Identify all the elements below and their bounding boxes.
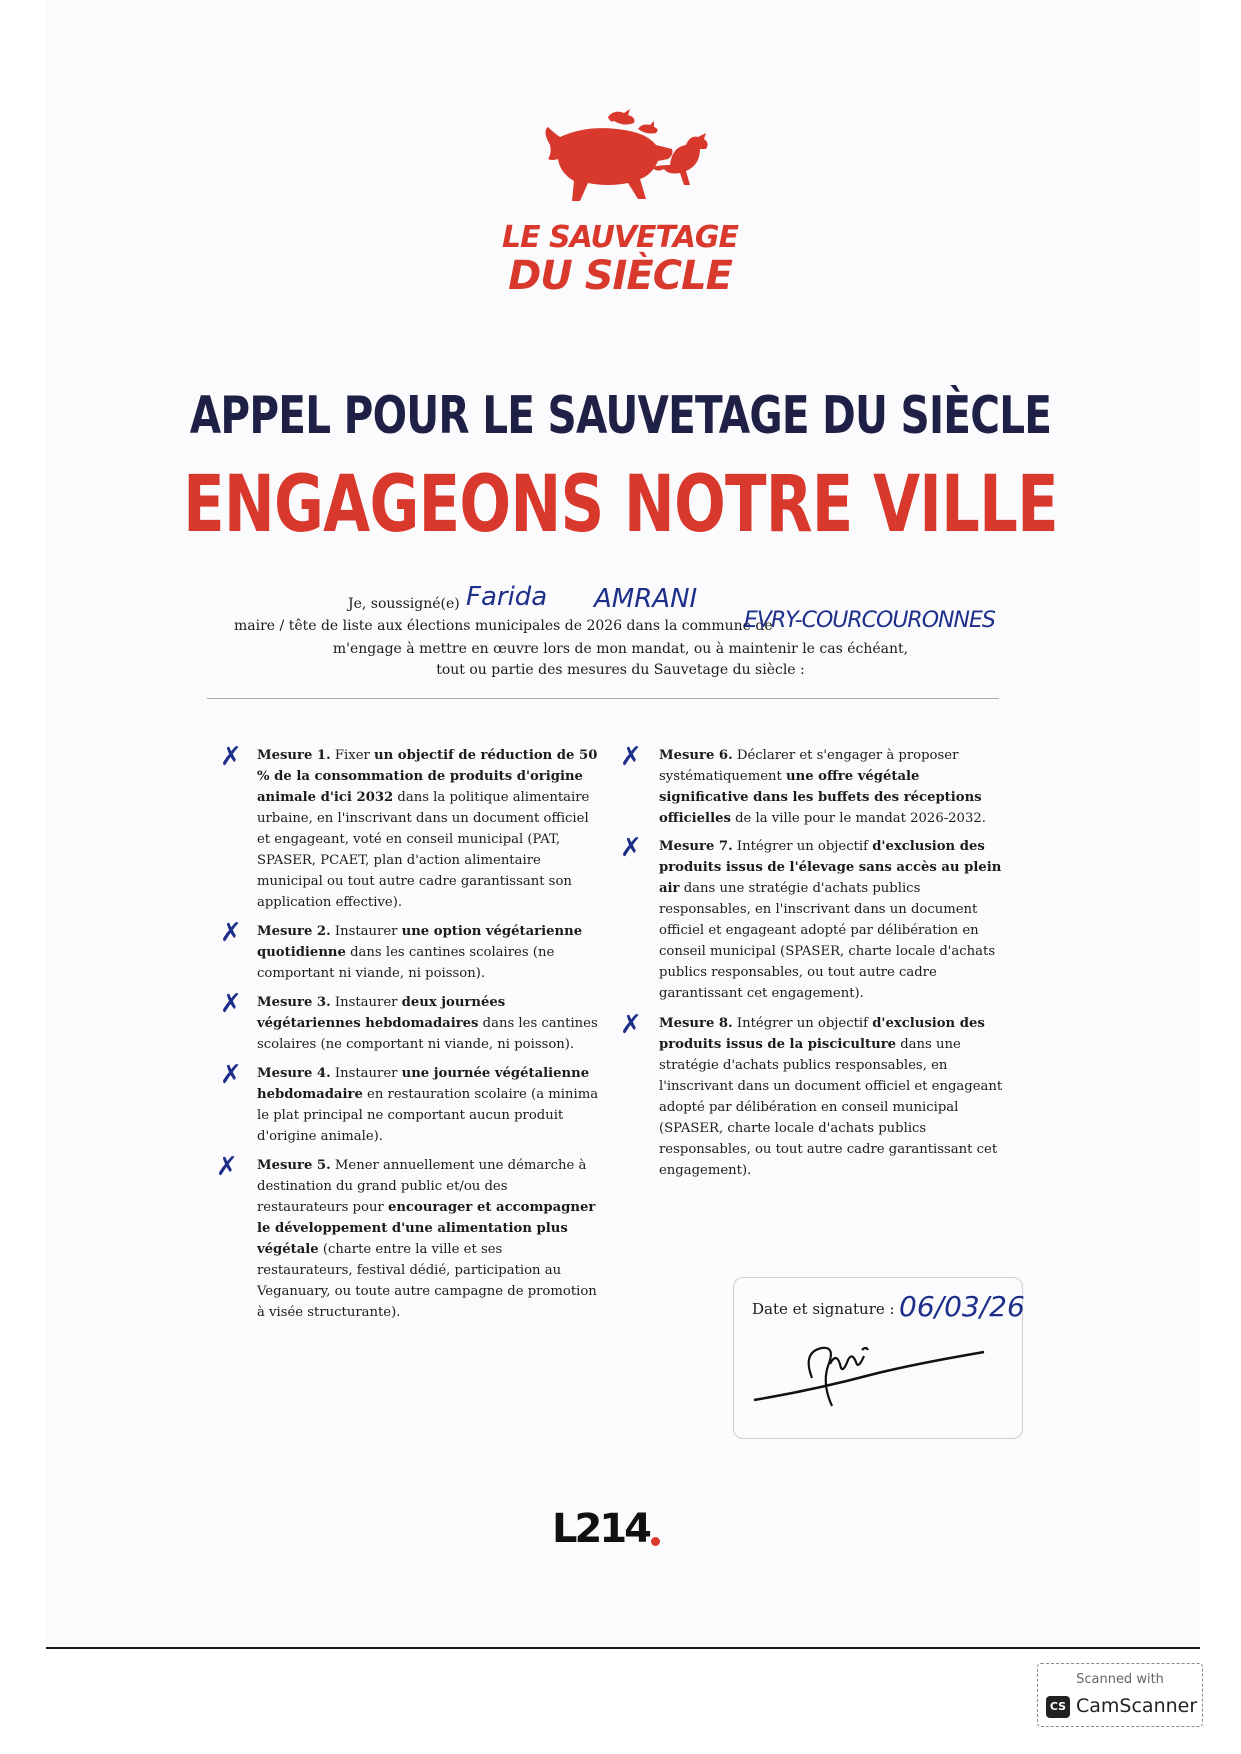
mesure-2-text-b: dans les cantines scolaires (ne comportant ni viande, ni poisson). [257,945,555,981]
mesure-5-title: Mesure 5. [257,1158,331,1173]
mesure-5-highlight: encourager et accompagner le développement d'une alimentation plus végétale [257,1200,596,1257]
mesure-6-text-a: Déclarer et s'engager à proposer systématiquement [659,748,959,784]
check-mark-4: ✗ [220,1060,242,1090]
mesure-7-highlight: d'exclusion des produits issus de l'élevage sans accès au plein air [659,839,1002,896]
mesure-8-text-b: dans une stratégie d'achats publics responsables, en l'inscrivant dans un document officiel et engageant adopté par délibération en conseil municipal (SPASER, charte locale d'achats publics responsables, ou tout autre cadre garantissant cet engagement). [659,1037,1003,1178]
mesure-3-text-b: dans les cantines scolaires (ne comportant ni viande, ni poisson). [257,1016,598,1052]
check-mark-1: ✗ [220,742,242,772]
undersigned-label: Je, soussigné(e) [348,596,460,612]
camscanner-name: CamScanner [1076,1695,1198,1717]
mesure-6-highlight: une offre végétale significative dans les buffets des réceptions officielles [659,769,982,826]
camscanner-icon: CS [1046,1696,1070,1718]
mesure-3-title: Mesure 3. [257,995,331,1010]
mesure-2 [257,921,602,984]
mesure-1-text-b: dans la politique alimentaire urbaine, en l'inscrivant dans un document officiel et engageant, voté en conseil municipal (PAT, SPASER, PCAET, plan d'action alimentaire municipal ou tout autre cadre garantissant son application effective). [257,790,590,910]
logo-line-1: LE SAUVETAGE [501,220,739,255]
l214-logo: L214 [552,1506,649,1552]
mesure-8-highlight: d'exclusion des produits issus de la pisciculture [659,1016,985,1052]
handwritten-last-name: AMRANI [594,584,698,614]
mesure-5 [257,1155,602,1323]
paper-edge [46,1647,1200,1649]
mesure-7-title: Mesure 7. [659,839,733,854]
mesure-6-title: Mesure 6. [659,748,733,763]
mesure-7-text-a: Intégrer un objectif [732,839,873,854]
mesure-3-highlight: deux journées végétariennes hebdomadaires [257,995,506,1031]
pledge-line-3: m'engage à mettre en œuvre lors de mon mandat, ou à maintenir le cas échéant, [332,641,909,657]
check-mark-2: ✗ [220,918,242,948]
mesure-8-title: Mesure 8. [659,1016,733,1031]
mesure-4-text-a: Instaurer [330,1066,402,1081]
mesure-2-highlight: une option végétarienne quotidienne [257,924,583,960]
signature-label: Date et signature : [752,1300,895,1318]
handwritten-first-name: Farida [466,582,548,612]
mesure-7-text-b: dans une stratégie d'achats publics responsables, en l'inscrivant dans un document officiel et engageant adopté par délibération en conseil municipal (SPASER, charte locale d'achats publics responsables, ou tout autre cadre garantissant cet engagement). [659,881,996,1001]
mesure-4-text-b: en restauration scolaire (a minima le plat principal ne comportant aucun produit d'origine animale). [257,1087,599,1144]
mesure-4-highlight: une journée végétalienne hebdomadaire [257,1066,590,1102]
handwritten-signature [742,1330,1002,1420]
mesure-3-text-a: Instaurer [330,995,402,1010]
mesure-1-highlight: un objectif de réduction de 50 % de la consommation de produits d'origine animale d'ici 2032 [257,748,598,805]
check-mark-6: ✗ [620,742,642,772]
mesure-8-text-a: Intégrer un objectif [732,1016,873,1031]
mesure-7 [659,836,1004,1004]
logo [500,105,740,315]
mesure-6-text-b: de la ville pour le mandat 2026-2032. [730,811,986,826]
pledge-line-4: tout ou partie des mesures du Sauvetage du siècle : [436,662,805,678]
check-mark-8: ✗ [620,1010,642,1040]
mesure-2-title: Mesure 2. [257,924,331,939]
mesure-8 [659,1013,1004,1181]
mesure-4 [257,1063,602,1147]
handwritten-date: 06/03/26 [899,1290,1025,1323]
page-subtitle: ENGAGEONS NOTRE VILLE [183,460,1058,550]
check-mark-7: ✗ [620,833,642,863]
mesure-2-text-a: Instaurer [330,924,402,939]
signature-box [733,1277,1023,1439]
mesure-6 [659,745,1004,829]
check-mark-3: ✗ [220,989,242,1019]
camscanner-caption: Scanned with [1076,1672,1164,1687]
mesure-5-text-a: Mener annuellement une démarche à destination du grand public et/ou des restaurateurs pour [257,1158,587,1215]
role-label: maire / tête de liste aux élections municipales de 2026 dans la commune de [234,618,773,634]
check-mark-5: ✗ [216,1152,238,1182]
mesure-1 [257,745,602,913]
camscanner-badge [1037,1663,1203,1727]
logo-line-2: DU SIÈCLE [508,253,732,299]
divider [207,698,999,699]
handwritten-commune: EVRY-COURCOURONNES [744,608,995,633]
mesure-1-title: Mesure 1. [257,748,331,763]
pig-and-hen-icon [520,105,720,215]
page-title: APPEL POUR LE SAUVETAGE DU SIÈCLE [189,386,1052,446]
mesure-5-text-b: (charte entre la ville et ses restaurateurs, festival dédié, participation au Veganuary, ou toute autre campagne de promotion à visée structurante). [257,1242,597,1320]
mesure-3 [257,992,602,1055]
mesure-1-text-a: Fixer [330,748,375,763]
l214-logo-dot [651,1537,660,1546]
mesure-4-title: Mesure 4. [257,1066,331,1081]
